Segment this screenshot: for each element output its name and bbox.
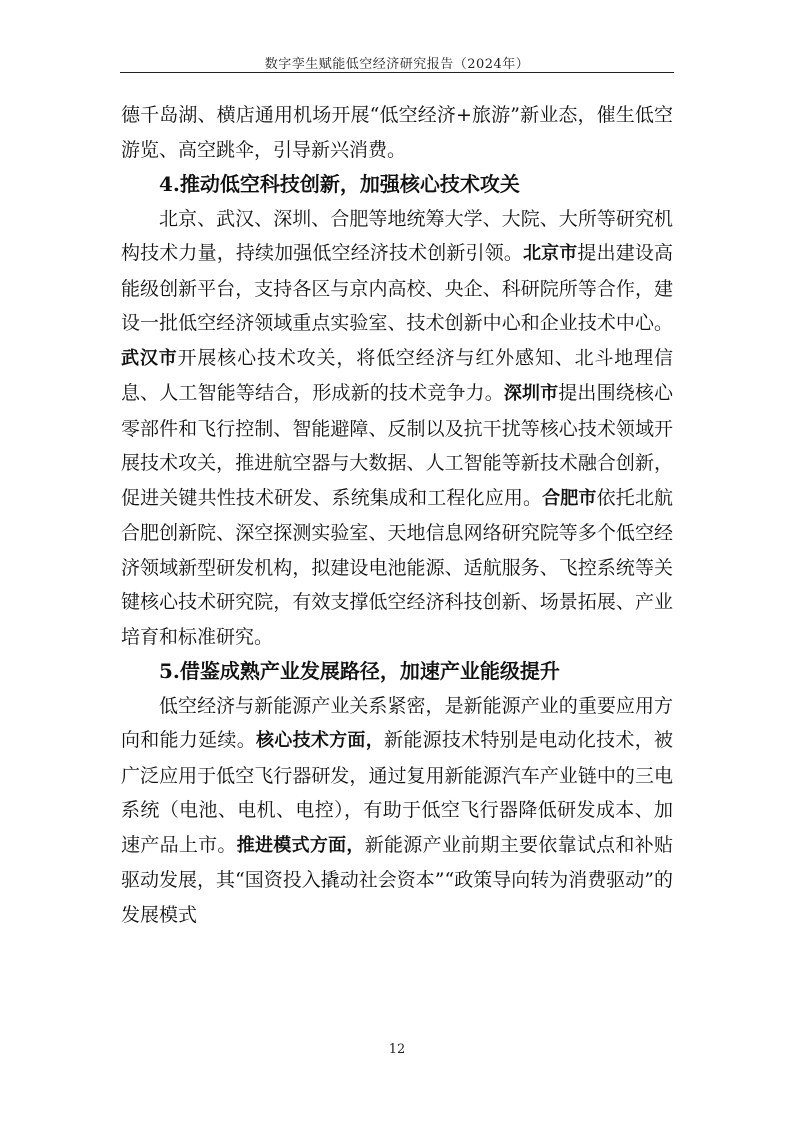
text-segment: 提出围绕核心零部件和飞行控制、智能避障、反制以及抗干扰等核心技术领域开展技术攻关，推进航空器与大数据、人工智能等新技术融合创新，促进关键共性技术研发、系统集成和工程化应用。: [121, 382, 673, 509]
document-body: [121, 98, 673, 932]
text-segment: 新能源技术特别是电动化技术，被广泛应用于低空飞行器研发，通过复用新能源汽车产业链中的三电系统（电池、电机、电控），有助于低空飞行器降低研发成本、加速产品上市。: [121, 729, 673, 856]
paragraph-new-energy: [121, 689, 673, 933]
page-number: 12: [388, 1042, 406, 1057]
text-segment: 提出建设高能级创新平台，支持各区与京内高校、央企、科研院所等合作，建设一批低空经济领域重点实验室、技术创新中心和企业技术中心。: [121, 242, 673, 334]
city-wuhan: 武汉市: [121, 347, 178, 369]
paragraph-tech-innovation: [121, 202, 673, 655]
page-header: 数字孪生赋能低空经济研究报告（2024年）: [264, 57, 530, 72]
promotion-mode-label: 推进模式方面，: [236, 834, 365, 856]
city-shenzhen: 深圳市: [503, 383, 559, 404]
section-heading-4: 4.推动低空科技创新，加强核心技术攻关: [159, 172, 520, 196]
section-heading-5: 5.借鉴成熟产业发展路径，加速产业能级提升: [159, 659, 560, 683]
text-segment: 开展核心技术攻关，将低空经济与红外感知、北斗地理信息、人工智能等结合，形成新的技术竞争力。: [121, 346, 673, 404]
text-segment: 新能源产业前期主要依靠试点和补贴驱动发展，其“国资投入撬动社会资本”“政策导向转为消费驱动”的发展模式: [121, 833, 673, 926]
text-segment: 北京、武汉、深圳、合肥等地统筹大学、大院、大所等研究机构技术力量，持续加强低空经济技术创新引领。: [121, 207, 673, 264]
text-segment: 依托北航合肥创新院、深空探测实验室、天地信息网络研究院等多个低空经济领域新型研发机构，拟建设电池能源、适航服务、飞控系统等关键核心技术研究院，有效支撑低空经济科技创新、场景拓展、产业培育和标准研究。: [121, 486, 673, 648]
city-beijing: 北京市: [522, 243, 578, 264]
paragraph-tourism: 德千岛湖、横店通用机场开展“低空经济+旅游”新业态，催生低空游览、高空跳伞，引导新兴消费。: [121, 104, 673, 161]
city-hefei: 合肥市: [542, 487, 597, 509]
core-tech-label: 核心技术方面，: [256, 730, 384, 751]
header-divider: [120, 72, 674, 73]
text-segment: 低空经济与新能源产业关系紧密，是新能源产业的重要应用方向和能力延续。: [121, 694, 673, 751]
